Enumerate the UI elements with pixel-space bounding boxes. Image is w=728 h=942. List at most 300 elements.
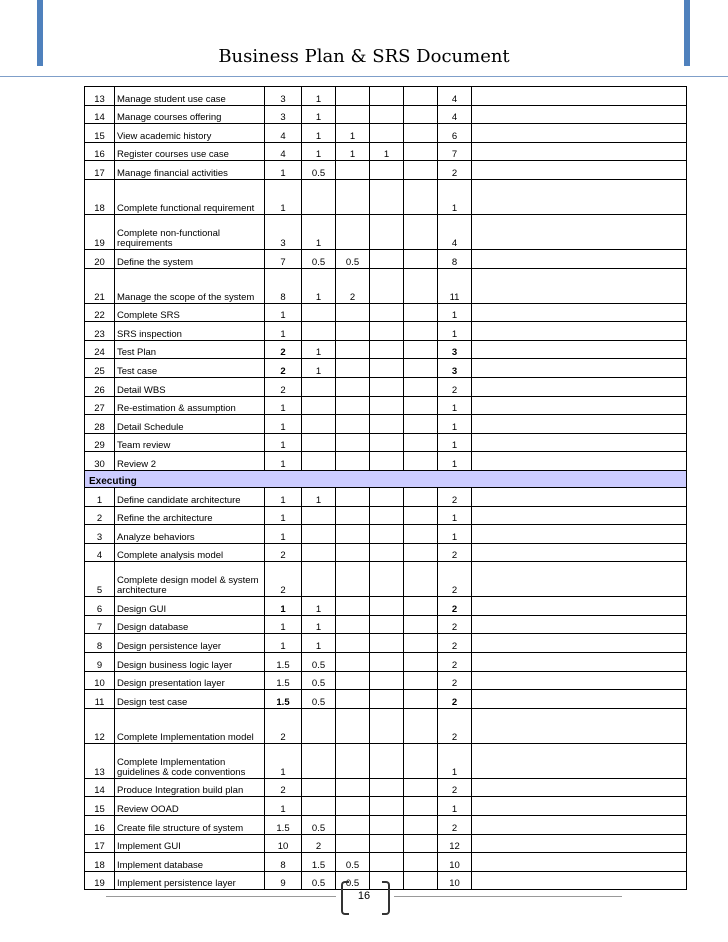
effort-col3-cell (336, 161, 370, 180)
effort-col3-cell (336, 340, 370, 359)
task-name-cell: Refine the architecture (115, 506, 265, 525)
task-name-cell: Test case (115, 359, 265, 378)
effort-table-body (85, 87, 687, 890)
notes-cell (472, 816, 687, 835)
effort-col5-cell (404, 743, 438, 778)
effort-col2-cell (302, 303, 336, 322)
task-name-cell: Team review (115, 433, 265, 452)
task-id-cell: 12 (85, 708, 115, 743)
effort-col5-cell (404, 179, 438, 214)
table-row (85, 396, 687, 415)
effort-col3-cell (336, 543, 370, 562)
effort-col4-cell (370, 690, 404, 709)
notes-cell (472, 834, 687, 853)
effort-total-cell: 2 (438, 377, 472, 396)
task-name-cell: Design persistence layer (115, 634, 265, 653)
effort-total-cell: 7 (438, 142, 472, 161)
effort-col2-cell (302, 708, 336, 743)
effort-col3-cell (336, 322, 370, 341)
effort-col4-cell (370, 743, 404, 778)
task-name-cell: Complete SRS (115, 303, 265, 322)
header-divider (0, 76, 728, 77)
effort-col3-cell (336, 653, 370, 672)
effort-col3-cell (336, 634, 370, 653)
task-id-cell: 24 (85, 340, 115, 359)
effort-total-cell: 4 (438, 214, 472, 249)
effort-col4-cell (370, 105, 404, 124)
effort-col4-cell: 1 (370, 142, 404, 161)
table-row (85, 161, 687, 180)
task-id-cell: 9 (85, 653, 115, 672)
table-row (85, 834, 687, 853)
effort-col4-cell (370, 853, 404, 872)
task-id-cell: 5 (85, 562, 115, 597)
notes-cell (472, 396, 687, 415)
effort-col2-cell: 1 (302, 634, 336, 653)
notes-cell (472, 597, 687, 616)
effort-col2-cell: 0.5 (302, 671, 336, 690)
effort-col5-cell (404, 853, 438, 872)
effort-col4-cell (370, 653, 404, 672)
effort-col3-cell (336, 597, 370, 616)
effort-col3-cell (336, 105, 370, 124)
effort-col4-cell (370, 249, 404, 268)
effort-col5-cell (404, 543, 438, 562)
effort-col5-cell (404, 377, 438, 396)
notes-cell (472, 303, 687, 322)
effort-col5-cell (404, 615, 438, 634)
task-name-cell: Complete non-functional requirements (115, 214, 265, 249)
table-row (85, 214, 687, 249)
effort-col5-cell (404, 506, 438, 525)
effort-col5-cell (404, 415, 438, 434)
effort-col1-cell: 7 (265, 249, 302, 268)
task-id-cell: 7 (85, 615, 115, 634)
effort-col1-cell: 1 (265, 452, 302, 471)
effort-col3-cell (336, 415, 370, 434)
effort-col3-cell: 1 (336, 124, 370, 143)
effort-col3-cell (336, 359, 370, 378)
task-id-cell: 25 (85, 359, 115, 378)
task-name-cell: Implement persistence layer (115, 871, 265, 890)
table-row (85, 487, 687, 506)
page-title: Business Plan & SRS Document (218, 46, 510, 67)
effort-col1-cell: 2 (265, 543, 302, 562)
effort-col2-cell: 0.5 (302, 816, 336, 835)
table-row (85, 303, 687, 322)
effort-col4-cell (370, 615, 404, 634)
notes-cell (472, 179, 687, 214)
task-id-cell: 26 (85, 377, 115, 396)
effort-col1-cell: 1 (265, 396, 302, 415)
effort-total-cell: 2 (438, 615, 472, 634)
effort-col4-cell (370, 322, 404, 341)
task-name-cell: Complete design model & system architecture (115, 562, 265, 597)
task-id-cell: 28 (85, 415, 115, 434)
footer-right-rule (394, 896, 622, 897)
effort-total-cell: 2 (438, 778, 472, 797)
effort-col2-cell: 1.5 (302, 853, 336, 872)
notes-cell (472, 506, 687, 525)
effort-col5-cell (404, 87, 438, 106)
effort-col3-cell (336, 743, 370, 778)
task-name-cell: Define the system (115, 249, 265, 268)
notes-cell (472, 105, 687, 124)
effort-col3-cell (336, 562, 370, 597)
effort-total-cell: 3 (438, 359, 472, 378)
effort-col2-cell: 1 (302, 214, 336, 249)
effort-col2-cell (302, 415, 336, 434)
effort-col4-cell (370, 396, 404, 415)
effort-col5-cell (404, 653, 438, 672)
task-id-cell: 11 (85, 690, 115, 709)
effort-col3-cell (336, 396, 370, 415)
effort-col3-cell (336, 506, 370, 525)
effort-col5-cell (404, 597, 438, 616)
effort-col1-cell: 8 (265, 853, 302, 872)
task-id-cell: 8 (85, 634, 115, 653)
task-name-cell: Design database (115, 615, 265, 634)
effort-col2-cell: 1 (302, 615, 336, 634)
effort-col4-cell (370, 268, 404, 303)
effort-col1-cell: 9 (265, 871, 302, 890)
notes-cell (472, 562, 687, 597)
effort-col5-cell (404, 433, 438, 452)
effort-col3-cell (336, 487, 370, 506)
effort-col1-cell: 1 (265, 322, 302, 341)
effort-col2-cell (302, 743, 336, 778)
effort-col4-cell (370, 433, 404, 452)
notes-cell (472, 359, 687, 378)
task-name-cell: Complete functional requirement (115, 179, 265, 214)
task-id-cell: 15 (85, 797, 115, 816)
effort-col1-cell: 3 (265, 87, 302, 106)
effort-col1-cell: 1 (265, 433, 302, 452)
task-id-cell: 20 (85, 249, 115, 268)
task-name-cell: Define candidate architecture (115, 487, 265, 506)
table-row (85, 778, 687, 797)
effort-col5-cell (404, 124, 438, 143)
effort-total-cell: 12 (438, 834, 472, 853)
effort-col4-cell (370, 562, 404, 597)
effort-col5-cell (404, 340, 438, 359)
effort-col4-cell (370, 525, 404, 544)
task-name-cell: Complete Implementation model (115, 708, 265, 743)
task-id-cell: 13 (85, 87, 115, 106)
effort-col2-cell (302, 396, 336, 415)
effort-col1-cell: 1 (265, 303, 302, 322)
effort-table (84, 86, 687, 890)
effort-col3-cell: 0.5 (336, 249, 370, 268)
table-row (85, 268, 687, 303)
table-row (85, 743, 687, 778)
effort-col1-cell: 4 (265, 142, 302, 161)
effort-col4-cell (370, 303, 404, 322)
task-id-cell: 18 (85, 179, 115, 214)
notes-cell (472, 249, 687, 268)
task-id-cell: 6 (85, 597, 115, 616)
notes-cell (472, 214, 687, 249)
effort-col5-cell (404, 396, 438, 415)
table-row (85, 597, 687, 616)
effort-total-cell: 1 (438, 303, 472, 322)
effort-col5-cell (404, 708, 438, 743)
task-name-cell: Complete analysis model (115, 543, 265, 562)
effort-col1-cell: 1 (265, 179, 302, 214)
effort-col2-cell (302, 506, 336, 525)
section-row (85, 470, 687, 487)
effort-total-cell: 2 (438, 708, 472, 743)
effort-col2-cell (302, 562, 336, 597)
notes-cell (472, 322, 687, 341)
table-row (85, 506, 687, 525)
table-row (85, 543, 687, 562)
effort-col1-cell: 1.5 (265, 671, 302, 690)
effort-col2-cell: 1 (302, 87, 336, 106)
table-row (85, 615, 687, 634)
effort-total-cell: 2 (438, 816, 472, 835)
notes-cell (472, 377, 687, 396)
effort-col4-cell (370, 359, 404, 378)
effort-col1-cell: 2 (265, 778, 302, 797)
effort-col5-cell (404, 634, 438, 653)
effort-col2-cell: 1 (302, 487, 336, 506)
effort-col3-cell (336, 179, 370, 214)
effort-total-cell: 2 (438, 562, 472, 597)
task-id-cell: 22 (85, 303, 115, 322)
table-row (85, 690, 687, 709)
effort-total-cell: 1 (438, 322, 472, 341)
table-row (85, 708, 687, 743)
effort-col4-cell (370, 816, 404, 835)
effort-col4-cell (370, 340, 404, 359)
effort-col4-cell (370, 797, 404, 816)
effort-col1-cell: 2 (265, 377, 302, 396)
task-name-cell: Design GUI (115, 597, 265, 616)
effort-col3-cell (336, 303, 370, 322)
effort-total-cell: 1 (438, 396, 472, 415)
effort-col3-cell (336, 778, 370, 797)
notes-cell (472, 340, 687, 359)
task-id-cell: 16 (85, 816, 115, 835)
task-name-cell: Manage the scope of the system (115, 268, 265, 303)
effort-col2-cell: 0.5 (302, 690, 336, 709)
effort-col4-cell (370, 377, 404, 396)
effort-col3-cell (336, 377, 370, 396)
notes-cell (472, 268, 687, 303)
effort-col1-cell: 2 (265, 562, 302, 597)
table-row (85, 797, 687, 816)
task-name-cell: Implement database (115, 853, 265, 872)
task-name-cell: Detail WBS (115, 377, 265, 396)
effort-col1-cell: 1 (265, 506, 302, 525)
effort-col5-cell (404, 871, 438, 890)
effort-col2-cell: 1 (302, 340, 336, 359)
task-name-cell: Review 2 (115, 452, 265, 471)
task-id-cell: 14 (85, 105, 115, 124)
task-id-cell: 10 (85, 671, 115, 690)
table-row (85, 634, 687, 653)
effort-total-cell: 1 (438, 743, 472, 778)
effort-col1-cell: 1 (265, 743, 302, 778)
task-id-cell: 1 (85, 487, 115, 506)
table-row (85, 452, 687, 471)
effort-col2-cell (302, 433, 336, 452)
effort-total-cell: 2 (438, 543, 472, 562)
effort-col2-cell: 2 (302, 834, 336, 853)
effort-col2-cell (302, 377, 336, 396)
effort-col3-cell (336, 708, 370, 743)
effort-col1-cell: 3 (265, 214, 302, 249)
task-id-cell: 19 (85, 214, 115, 249)
table-row (85, 525, 687, 544)
effort-col1-cell: 1 (265, 634, 302, 653)
effort-total-cell: 1 (438, 525, 472, 544)
table-row (85, 340, 687, 359)
effort-col5-cell (404, 249, 438, 268)
effort-col4-cell (370, 708, 404, 743)
effort-total-cell: 8 (438, 249, 472, 268)
task-id-cell: 27 (85, 396, 115, 415)
effort-total-cell: 1 (438, 433, 472, 452)
table-row (85, 359, 687, 378)
table-row (85, 377, 687, 396)
task-id-cell: 16 (85, 142, 115, 161)
effort-col2-cell (302, 452, 336, 471)
task-id-cell: 19 (85, 871, 115, 890)
effort-col4-cell (370, 543, 404, 562)
effort-col5-cell (404, 161, 438, 180)
notes-cell (472, 797, 687, 816)
notes-cell (472, 671, 687, 690)
effort-col1-cell: 1 (265, 487, 302, 506)
effort-col5-cell (404, 142, 438, 161)
task-id-cell: 18 (85, 853, 115, 872)
table-row (85, 562, 687, 597)
effort-col2-cell: 1 (302, 359, 336, 378)
task-name-cell: Design business logic layer (115, 653, 265, 672)
effort-col1-cell: 1 (265, 615, 302, 634)
task-id-cell: 15 (85, 124, 115, 143)
table-row (85, 653, 687, 672)
effort-col1-cell: 3 (265, 105, 302, 124)
effort-col5-cell (404, 525, 438, 544)
effort-col5-cell (404, 359, 438, 378)
effort-col2-cell: 0.5 (302, 653, 336, 672)
table-row (85, 671, 687, 690)
effort-col4-cell (370, 634, 404, 653)
task-name-cell: Design presentation layer (115, 671, 265, 690)
effort-col1-cell: 1 (265, 797, 302, 816)
effort-col3-cell: 2 (336, 268, 370, 303)
effort-col4-cell (370, 834, 404, 853)
effort-col5-cell (404, 214, 438, 249)
notes-cell (472, 743, 687, 778)
effort-total-cell: 10 (438, 853, 472, 872)
notes-cell (472, 634, 687, 653)
task-name-cell: Complete Implementation guidelines & code conventions (115, 743, 265, 778)
effort-col1-cell: 8 (265, 268, 302, 303)
effort-col3-cell: 1 (336, 142, 370, 161)
table-row (85, 179, 687, 214)
table-row (85, 853, 687, 872)
effort-col5-cell (404, 303, 438, 322)
notes-cell (472, 615, 687, 634)
task-id-cell: 2 (85, 506, 115, 525)
task-id-cell: 4 (85, 543, 115, 562)
task-id-cell: 17 (85, 834, 115, 853)
effort-col3-cell (336, 87, 370, 106)
effort-col4-cell (370, 161, 404, 180)
effort-total-cell: 1 (438, 452, 472, 471)
effort-col2-cell: 0.5 (302, 871, 336, 890)
effort-col4-cell (370, 124, 404, 143)
effort-col4-cell (370, 597, 404, 616)
effort-col5-cell (404, 452, 438, 471)
effort-col2-cell: 1 (302, 124, 336, 143)
effort-col5-cell (404, 816, 438, 835)
effort-col2-cell: 1 (302, 105, 336, 124)
notes-cell (472, 487, 687, 506)
task-id-cell: 23 (85, 322, 115, 341)
effort-col1-cell: 1.5 (265, 653, 302, 672)
effort-col1-cell: 1 (265, 161, 302, 180)
notes-cell (472, 433, 687, 452)
footer-left-rule (106, 896, 336, 897)
task-name-cell: View academic history (115, 124, 265, 143)
notes-cell (472, 87, 687, 106)
effort-col2-cell: 1 (302, 597, 336, 616)
effort-col2-cell: 0.5 (302, 249, 336, 268)
task-id-cell: 30 (85, 452, 115, 471)
effort-col5-cell (404, 105, 438, 124)
table-row (85, 249, 687, 268)
effort-col5-cell (404, 322, 438, 341)
effort-total-cell: 1 (438, 179, 472, 214)
effort-col5-cell (404, 487, 438, 506)
effort-col3-cell (336, 834, 370, 853)
effort-col2-cell (302, 797, 336, 816)
task-name-cell: Re-estimation & assumption (115, 396, 265, 415)
effort-col2-cell: 0.5 (302, 161, 336, 180)
notes-cell (472, 415, 687, 434)
notes-cell (472, 778, 687, 797)
effort-col4-cell (370, 179, 404, 214)
effort-total-cell: 10 (438, 871, 472, 890)
effort-col3-cell (336, 671, 370, 690)
task-name-cell: SRS inspection (115, 322, 265, 341)
effort-total-cell: 2 (438, 597, 472, 616)
effort-col3-cell (336, 452, 370, 471)
effort-col1-cell: 2 (265, 359, 302, 378)
effort-col1-cell: 1 (265, 415, 302, 434)
effort-total-cell: 2 (438, 487, 472, 506)
effort-col3-cell (336, 433, 370, 452)
notes-cell (472, 142, 687, 161)
effort-total-cell: 4 (438, 105, 472, 124)
task-id-cell: 17 (85, 161, 115, 180)
effort-col5-cell (404, 834, 438, 853)
effort-col2-cell (302, 525, 336, 544)
table-row (85, 142, 687, 161)
effort-col4-cell (370, 415, 404, 434)
task-id-cell: 21 (85, 268, 115, 303)
effort-col1-cell: 10 (265, 834, 302, 853)
task-name-cell: Produce Integration build plan (115, 778, 265, 797)
table-row (85, 433, 687, 452)
effort-col2-cell (302, 778, 336, 797)
effort-total-cell: 2 (438, 653, 472, 672)
